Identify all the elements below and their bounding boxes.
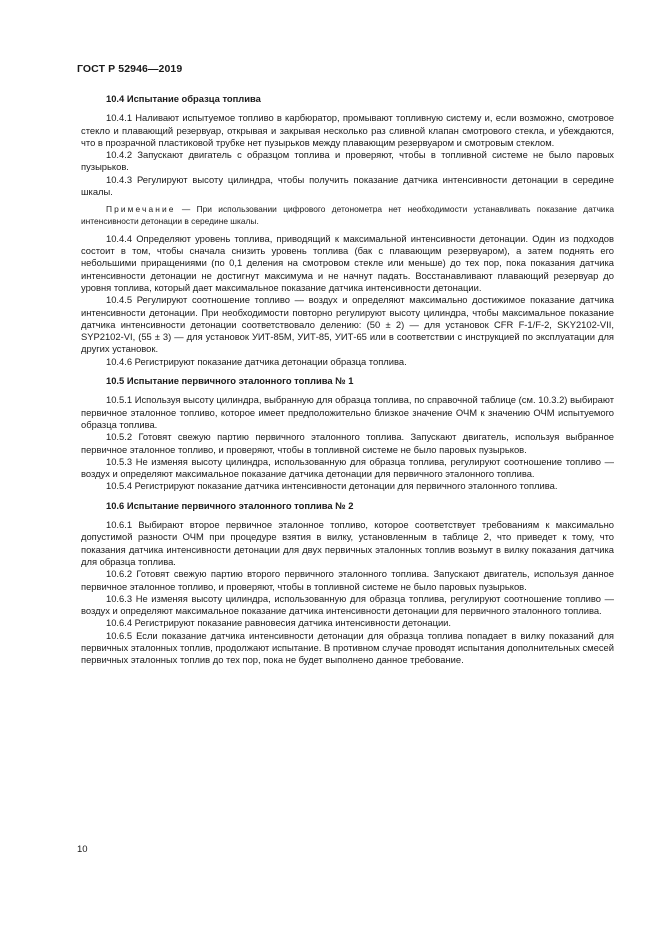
paragraph: 10.4.3 Регулируют высоту цилиндра, чтобы получить показание датчика интенсивности детонации в середине шкалы. (81, 173, 614, 198)
section-10-4 (81, 93, 614, 368)
paragraph: 10.4.4 Определяют уровень топлива, приводящий к максимальной интенсивности детонации. Один из подходов состоит в том, чтобы сначала снизить уровень топлива (бак с плавающим резервуаром), а затем поднять его небольшими приращениями (по 0,1 деления на смотровом стекле или меньше) до тех пор, пока показания датчика интенсивности детонации не достигнут максимума и не начнут падать. Восстанавливают плавающий резервуар до уровня топлива, который дает максимальное показание датчика интенсивности детонации. (81, 232, 614, 293)
note-paragraph (81, 204, 614, 226)
document-header: ГОСТ Р 52946—2019 (77, 63, 183, 75)
paragraph: 10.5.3 Не изменяя высоту цилиндра, использованную для образца топлива, регулируют соотношение топливо — воздух и определяют максимальное показание датчика детонации для первичного эталонного топлива. (81, 455, 614, 480)
spacer (81, 493, 614, 500)
spacer (81, 105, 614, 112)
note-text: — При использовании цифрового детонометра нет необходимости устанавливать показание датчика интенсивности детонации в середине шкалы. (81, 204, 614, 226)
paragraph: 10.4.5 Регулируют соотношение топливо — воздух и определяют максимально достижимое показание датчика интенсивности детонации. При необходимости повторно регулируют высоту цилиндра, чтобы максимальное показание датчика интенсивности детонации соответствовало делению: (50 ± 2) — для установок CFR F-1/F-2, SKY2102-VII, SYP2102-VI, (55 ± 3) — для установок УИТ-85М, УИТ-85, УИТ-65 или в соответствии с инструкцией по эксплуатации для других установок. (81, 294, 614, 355)
paragraph: 10.4.2 Запускают двигатель с образцом топлива и проверяют, чтобы в топливной системе не было паровых пузырьков. (81, 149, 614, 173)
paragraph: 10.6.2 Готовят свежую партию второго первичного эталонного топлива. Запускают двигатель, используя данное первичное эталонное топливо, и проверяют, чтобы в топливной системе не было паровых пузырьков. (81, 568, 614, 592)
document-body (81, 93, 614, 667)
section-title: 10.6 Испытание первичного эталонного топлива № 2 (106, 499, 354, 511)
paragraph: 10.4.6 Регистрируют показание датчика детонации образца топлива. (106, 355, 407, 367)
paragraph: 10.6.5 Если показание датчика интенсивности детонации для образца топлива попадает в вилку показаний для первичных эталонных топлив, продолжают испытание. В противном случае проводят испытания дополнительных смесей первичных эталонных топлив до тех пор, пока не будет выполнено данное требование. (81, 629, 614, 666)
section-10-5 (81, 375, 614, 493)
paragraph: 10.5.4 Регистрируют показание датчика интенсивности детонации для первичного эталонного топлива. (106, 480, 558, 492)
section-10-6 (81, 500, 614, 667)
spacer (81, 512, 614, 519)
page-number: 10 (77, 844, 88, 855)
section-title: 10.4 Испытание образца топлива (106, 93, 261, 104)
paragraph: 10.6.1 Выбирают второе первичное эталонное топливо, которое соответствует требованиям к максимально допустимой разности ОЧМ при процедуре взятия в вилку, установленным в таблице 2, что приведет к тому, что показания датчика интенсивности детонации для двух первичных эталонных топлив возьмут в вилку показания датчика для образца топлива. (81, 519, 614, 567)
paragraph: 10.6.3 Не изменяя высоту цилиндра, использованную для образца топлива, регулируют соотношение топливо — воздух и определяют максимальное показание датчика интенсивности детонации для первичного эталонного топлива. (81, 592, 614, 617)
paragraph: 10.5.2 Готовят свежую партию первичного эталонного топлива. Запускают двигатель, используя выбранное первичное эталонное топливо, и проверяют, чтобы в топливной системе не было паровых пузырьков. (81, 431, 614, 455)
paragraph: 10.5.1 Используя высоту цилиндра, выбранную для образца топлива, по справочной таблице (см. 10.3.2) выбирают первичное эталонное топливо, которое имеет предположительно близкое значение ОЧМ к значению ОЧМ испытуемого образца топлива. (81, 394, 614, 430)
spacer (81, 387, 614, 394)
paragraph: 10.6.4 Регистрируют показание равновесия датчика интенсивности детонации. (106, 617, 452, 629)
spacer (81, 368, 614, 375)
section-title: 10.5 Испытание первичного эталонного топлива № 1 (106, 375, 354, 387)
note-label: Примечание (106, 204, 176, 215)
paragraph: 10.4.1 Наливают испытуемое топливо в карбюратор, промывают топливную систему и, если возможно, смотровое стекло и плавающий резервуар, открывая и закрывая несколько раз сливной клапан смотрового стекла, и убеждаются, что в прозрачной пластиковой трубке нет пузырьков между плавающим резервуаром и смотровым стеклом. (81, 112, 614, 148)
